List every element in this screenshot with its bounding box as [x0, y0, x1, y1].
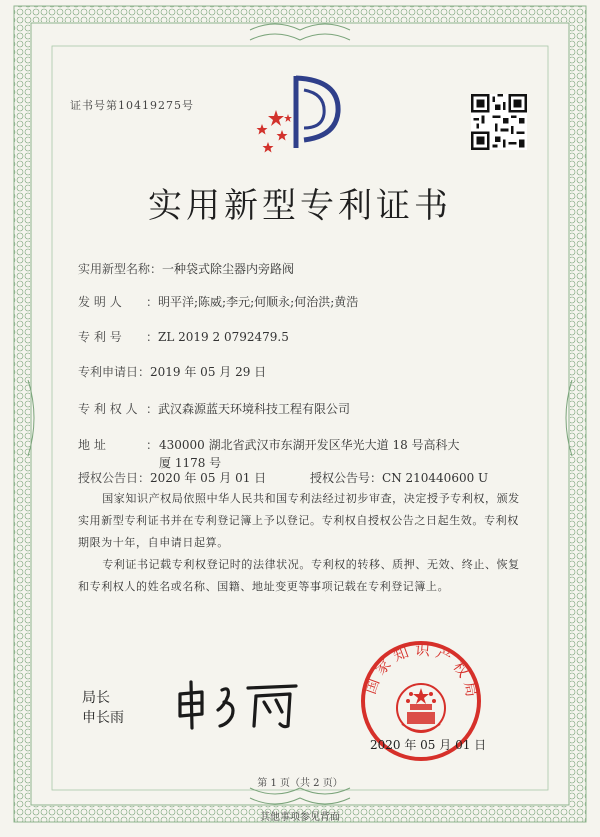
- patent-number-value: ZL 2019 2 0792479.5: [158, 330, 289, 344]
- field-inventor: 发 明 人 ：明平洋;陈威;李元;何顺永;何治洪;黄浩: [78, 295, 359, 309]
- grant-number-label: 授权公告号：: [310, 471, 383, 485]
- filing-date-label: 专利申请日：: [78, 365, 151, 379]
- address-label: 地 址: [78, 438, 106, 452]
- certificate-number: 证书号第10419275号: [70, 99, 194, 112]
- field-filing-date: [78, 363, 266, 380]
- patentee-label: 专 利 权 人: [78, 402, 138, 416]
- patentee-value: 武汉森源蓝天环境科技工程有限公司: [158, 402, 351, 416]
- address-value: 430000 湖北省武汉市东湖开发区华光大道 18 号高科大厦 1178 号: [159, 438, 460, 470]
- certificate-title: 实用新型专利证书: [148, 186, 452, 226]
- patent-number-label: 专 利 号: [78, 330, 122, 344]
- director-block: [82, 688, 124, 728]
- field-address-label-row: 地 址 ：: [78, 438, 159, 452]
- inventor-label: 发 明 人: [78, 295, 122, 309]
- seal-date: 2020 年 05 月 01 日: [370, 738, 487, 752]
- grant-paragraph: 国家知识产权局依照中华人民共和国专利法经过初步审查，决定授予专利权，颁发实用新型专利证书并在专利登记簿上予以登记。专利权自授权公告之日起生效。专利权期限为十年，自申请日起算。: [78, 492, 520, 549]
- seal-text: 国家知识产权局: [361, 640, 482, 704]
- field-patent-number: 专 利 号 ：ZL 2019 2 0792479.5: [78, 330, 289, 344]
- grant-number-value: CN 210440600 U: [382, 471, 489, 485]
- field-patentee: 专 利 权 人 ：武汉森源蓝天环境科技工程有限公司: [78, 402, 351, 416]
- field-grant-number: [310, 469, 488, 486]
- grant-date-value: 2020 年 05 月 01 日: [150, 471, 267, 485]
- grant-date-label: 授权公告日：: [78, 471, 151, 485]
- field-utility-model-name: [78, 260, 294, 277]
- director-signature: [172, 676, 302, 732]
- director-name: 申长雨: [82, 710, 124, 726]
- footer-note: 其他事项参见背面: [260, 812, 340, 823]
- field-grant-date: [78, 469, 266, 486]
- filing-date-value: 2019 年 05 月 29 日: [150, 365, 267, 379]
- page-number: 第 1 页（共 2 页）: [257, 778, 343, 789]
- legal-status-paragraph: 专利证书记载专利权登记时的法律状况。专利权的转移、质押、无效、终止、恢复和专利权人的姓名或名称、国籍、地址变更等事项记载在专利登记簿上。: [78, 558, 520, 593]
- utility-model-name-value: 一种袋式除尘器内旁路阀: [162, 262, 295, 276]
- director-title: 局长: [82, 690, 110, 706]
- utility-model-name-label: 实用新型名称：: [78, 262, 163, 276]
- patent-office-logo: [252, 70, 348, 162]
- inventor-value: 明平洋;陈威;李元;何顺永;何治洪;黄浩: [158, 295, 359, 309]
- qr-code: [471, 94, 527, 150]
